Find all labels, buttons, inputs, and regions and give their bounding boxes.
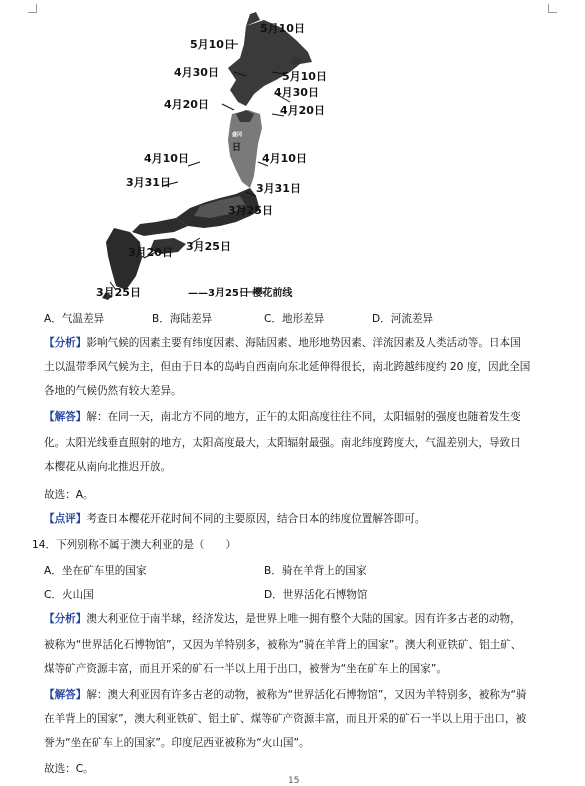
- q14-option-a: A．坐在矿车里的国家: [44, 565, 147, 577]
- map-label: 4月10日: [262, 152, 307, 165]
- map-label: 5月10日: [190, 38, 235, 51]
- q13-analysis-line: 【分析】影响气候的因素主要有纬度因素、海陆因素、地形地势因素、洋流因素及人类活动等。日本国: [44, 337, 521, 349]
- q13-answer-line: 化。太阳光线垂直照射的地方，太阳高度最大，太阳辐射最强。南北纬度跨度大，气温差别大，导致日: [44, 437, 521, 449]
- map-label: 5月10日: [260, 22, 305, 35]
- honshu-west: [132, 218, 188, 236]
- q13-answer-line: 【解答】解：在同一天，南北方不同的地方，正午的太阳高度往往不同，太阳辐射的强度也随着发生变: [44, 411, 521, 423]
- answer-tag: 【解答】: [44, 689, 87, 701]
- page-number: 15: [288, 776, 300, 786]
- q14-answer-line: 【解答】解：澳大利亚因有许多古老的动物，被称为“世界活化石博物馆”，又因为羊特别多，被称为“骑: [44, 689, 527, 701]
- map-legend: ——3月25日 樱花前线: [188, 288, 293, 299]
- comment-tag: 【点评】: [44, 513, 87, 525]
- map-label: 4月10日: [144, 152, 189, 165]
- answer-tag: 【解答】: [44, 411, 87, 423]
- front-line: [188, 162, 200, 166]
- crop-mark-left: [28, 4, 37, 13]
- q14-analysis-line: 煤等矿产资源丰富，而且开采的矿石一半以上用于出口，被誉为“坐在矿车上的国家”。: [44, 663, 447, 675]
- q13-answer-line: 本樱花从南向北推迟开放。: [44, 461, 172, 473]
- q13-result: 故选：A。: [44, 489, 94, 501]
- map-label: 5月10日: [282, 70, 327, 83]
- q14-answer-line: 誉为“坐在矿车上的国家”。印度尼西亚被称为“火山国”。: [44, 737, 310, 749]
- q13-option-c: C．地形差异: [264, 313, 325, 325]
- q13-option-b: B．海陆差异: [152, 313, 213, 325]
- q14-analysis-line: 被称为“世界活化石博物馆”，又因为羊特别多，被称为“骑在羊背上的国家”。澳大利亚铁矿、铝土矿、: [44, 639, 522, 651]
- q13-option-a: A．气温差异: [44, 313, 105, 325]
- front-line: [222, 104, 234, 110]
- map-label: 3月20日: [128, 246, 173, 259]
- q14-result: 故选：C。: [44, 763, 94, 775]
- q14-analysis-line: 【分析】澳大利亚位于南半球，经济发达，是世界上唯一拥有整个大陆的国家。因有许多古老的动物，: [44, 613, 521, 625]
- q14-stem: 14．下列别称不属于澳大利亚的是（ ）: [32, 539, 237, 551]
- map-label: 3月31日: [126, 176, 171, 189]
- map-label: 盛冈: [232, 132, 243, 138]
- map-label: 4月30日: [274, 86, 319, 99]
- crop-mark-right: [548, 4, 557, 13]
- map-label: 日: [232, 143, 242, 153]
- kyushu-island: [106, 228, 142, 290]
- map-label: 4月30日: [174, 66, 219, 79]
- map-label: 3月25日: [96, 286, 141, 299]
- map-label: 3月25日: [228, 204, 273, 217]
- map-label: 3月31日: [256, 182, 301, 195]
- map-label: 4月20日: [280, 104, 325, 117]
- analysis-tag: 【分析】: [44, 337, 87, 349]
- q13-option-d: D．河流差异: [372, 313, 434, 325]
- q14-option-d: D．世界活化石博物馆: [264, 589, 368, 601]
- map-label: 3月25日: [186, 240, 231, 253]
- q13-analysis-line: 各地的气候仍然有较大差异。: [44, 385, 182, 397]
- q13-comment: 【点评】考查日本樱花开花时间不同的主要原因，结合日本的纬度位置解答即可。: [44, 513, 426, 525]
- analysis-tag: 【分析】: [44, 613, 87, 625]
- map-label: 4月20日: [164, 98, 209, 111]
- japan-cherry-blossom-map: [50, 10, 370, 302]
- q14-answer-line: 在羊背上的国家”，澳大利亚铁矿、铝土矿、煤等矿产资源丰富，而且开采的矿石一半以上用于出口，被: [44, 713, 527, 725]
- q14-option-c: C．火山国: [44, 589, 94, 601]
- q13-analysis-line: 土以温带季风气候为主，但由于日本的岛屿自西南向东北延伸得很长，南北跨越纬度约 20 度，因此全国: [44, 361, 531, 373]
- q14-option-b: B．骑在羊背上的国家: [264, 565, 367, 577]
